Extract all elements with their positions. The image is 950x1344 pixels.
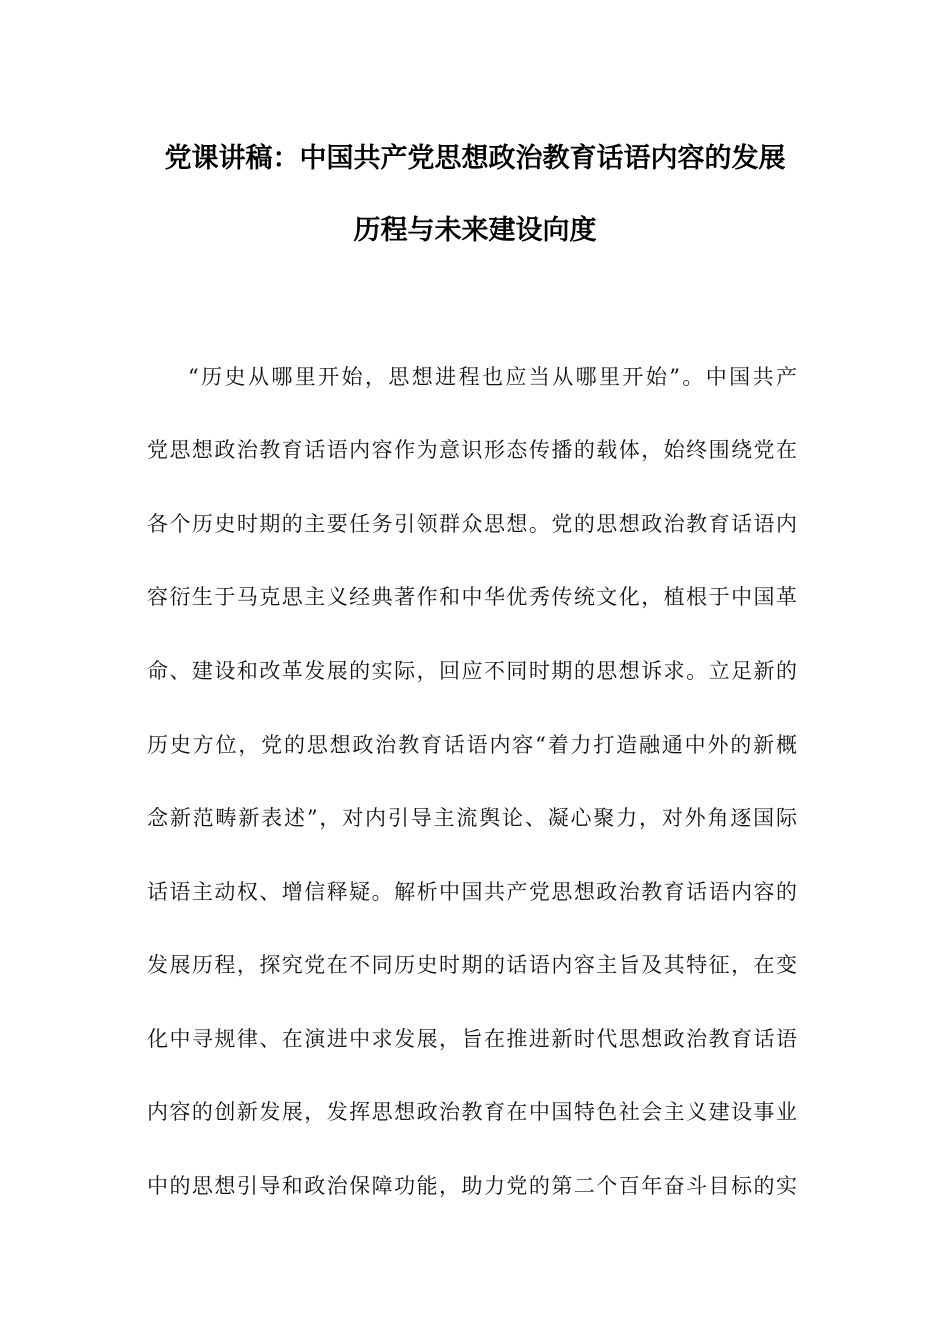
paragraph-line-4: 容衍生于马克思主义经典著作和中华优秀传统文化，植根于中国革 [147, 585, 797, 609]
document-title-line-2: 历程与未来建设向度 [353, 215, 597, 246]
paragraph-line-9: 发展历程，探究党在不同历史时期的话语内容主旨及其特征，在变 [147, 953, 797, 977]
paragraph-line-2: 党思想政治教育话语内容作为意识形态传播的载体，始终围绕党在 [147, 438, 797, 462]
paragraph-line-6: 历史方位，党的思想政治教育话语内容“着力打造融通中外的新概 [147, 733, 797, 757]
paragraph-line-5: 命、建设和改革发展的实际，回应不同时期的思想诉求。立足新的 [147, 659, 797, 683]
paragraph-line-11: 内容的创新发展，发挥思想政治教育在中国特色社会主义建设事业 [147, 1100, 797, 1124]
paragraph-line-12: 中的思想引导和政治保障功能，助力党的第二个百年奋斗目标的实 [147, 1174, 797, 1198]
paragraph-line-8: 话语主动权、增信释疑。解析中国共产党思想政治教育话语内容的 [147, 880, 797, 904]
paragraph-line-1: “历史从哪里开始，思想进程也应当从哪里开始”。中国共产 [188, 365, 797, 389]
document-title-line-1: 党课讲稿：中国共产党思想政治教育话语内容的发展 [164, 143, 786, 174]
paragraph-line-3: 各个历史时期的主要任务引领群众思想。党的思想政治教育话语内 [147, 512, 797, 536]
paragraph-line-7: 念新范畴新表述”，对内引导主流舆论、凝心聚力，对外角逐国际 [147, 806, 797, 830]
paragraph-line-10: 化中寻规律、在演进中求发展，旨在推进新时代思想政治教育话语 [147, 1027, 797, 1051]
